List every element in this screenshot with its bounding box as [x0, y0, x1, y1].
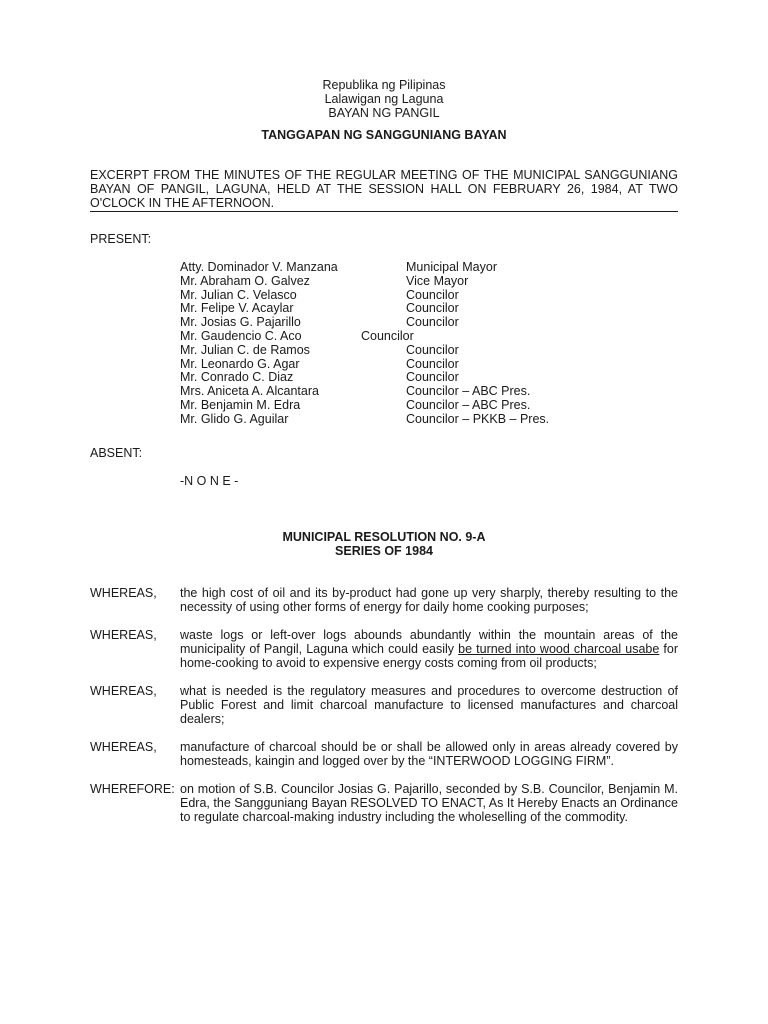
- clause-text: manufacture of charcoal should be or shall be allowed only in areas already covered by homesteads, kaingin and logged over by the “INTERWOOD LOGGING FIRM”.: [180, 739, 678, 768]
- member-title: Councilor: [406, 342, 459, 357]
- member-title: Councilor: [406, 370, 459, 385]
- clause-text: the high cost of oil and its by-product had gone up very sharply, thereby resulting to the necessity of using other forms of energy for daily home cooking purposes;: [180, 585, 678, 614]
- header-municipality: BAYAN NG PANGIL: [328, 106, 440, 120]
- member-row: [180, 329, 678, 343]
- member-name: Mr. Glido G. Aguilar: [180, 411, 289, 426]
- member-name: Mr. Leonardo G. Agar: [180, 356, 300, 371]
- header-province: Lalawigan ng Laguna: [324, 92, 444, 106]
- document-page: [90, 78, 678, 824]
- clause-keyword: WHEREAS,: [90, 627, 157, 642]
- member-title: Councilor: [406, 315, 459, 330]
- clause-text-part: for home-cooking to avoid to expensive energy costs coming from oil products;: [180, 641, 678, 670]
- members-roster: [180, 260, 678, 426]
- header-country: Republika ng Pilipinas: [322, 78, 446, 92]
- clause-text-underlined: be turned into wood charcoal usabe: [458, 641, 660, 656]
- member-name: Mr. Felipe V. Acaylar: [180, 301, 294, 316]
- member-title: Municipal Mayor: [406, 260, 498, 274]
- whereas-clause-3: [90, 684, 678, 726]
- member-row: [180, 260, 678, 274]
- member-name: Mr. Benjamin M. Edra: [180, 397, 301, 412]
- member-row: [180, 384, 678, 398]
- member-title: Councilor: [406, 356, 459, 371]
- member-row: [180, 274, 678, 288]
- member-row: [180, 301, 678, 315]
- member-title: Councilor: [406, 301, 459, 316]
- resolution-heading: [90, 530, 678, 558]
- member-title: Vice Mayor: [406, 273, 469, 288]
- office-title: TANGGAPAN NG SANGGUNIANG BAYAN: [261, 128, 507, 142]
- excerpt-text: EXCERPT FROM THE MINUTES OF THE REGULAR MEETING OF THE MUNICIPAL SANGGUNIANG BAYAN OF PANGIL, LAGUNA, HELD AT THE SESSION HALL ON FEBRUARY 26, 1984, AT TWO O'CLOCK IN THE AFTERNOON.: [90, 168, 678, 210]
- member-name: Mr. Abraham O. Galvez: [180, 273, 310, 288]
- absent-value: -N O N E -: [180, 473, 239, 488]
- member-title: Councilor – PKKB – Pres.: [406, 411, 550, 426]
- whereas-clause-1: [90, 586, 678, 614]
- resolution-number: MUNICIPAL RESOLUTION NO. 9-A: [282, 529, 486, 544]
- clause-keyword: WHEREFORE:: [90, 781, 175, 796]
- member-row: [180, 315, 678, 329]
- present-label: PRESENT:: [90, 232, 152, 246]
- member-row: [180, 412, 678, 426]
- absent-label: ABSENT:: [90, 445, 143, 460]
- clause-text: [180, 628, 678, 670]
- member-name: Mr. Julian C. Velasco: [180, 287, 297, 302]
- whereas-clause-4: [90, 740, 678, 768]
- member-title: Councilor – ABC Pres.: [406, 384, 531, 399]
- wherefore-clause: [90, 782, 678, 824]
- member-name: Mr. Conrado C. Diaz: [180, 370, 294, 385]
- member-row: [180, 343, 678, 357]
- member-name: Mr. Gaudencio C. Aco: [180, 328, 302, 343]
- member-title: Councilor – ABC Pres.: [406, 397, 531, 412]
- member-name: Mr. Josias G. Pajarillo: [180, 315, 301, 330]
- clause-keyword: WHEREAS,: [90, 683, 157, 698]
- clause-keyword: WHEREAS,: [90, 585, 157, 600]
- clause-text-part: waste logs or left-over logs abounds abundantly within the mountain areas of the municipality of Pangil, Laguna which could easily: [180, 627, 678, 656]
- member-title: Councilor: [361, 328, 414, 343]
- member-row: [180, 288, 678, 302]
- clause-text: on motion of S.B. Councilor Josias G. Pajarillo, seconded by S.B. Councilor, Benjamin M. Edra, the Sangguniang Bayan RESOLVED TO ENACT, As It Hereby Enacts an Ordinance to regulate charcoal-making industry including the wholeselling of the commodity.: [180, 781, 678, 824]
- member-name: Mrs. Aniceta A. Alcantara: [180, 384, 319, 399]
- member-row: [180, 398, 678, 412]
- member-title: Councilor: [406, 287, 459, 302]
- clause-keyword: WHEREAS,: [90, 739, 157, 754]
- clause-text: what is needed is the regulatory measures and procedures to overcome destruction of Public Forest and limit charcoal manufacture to licensed manufactures and charcoal dealers;: [180, 683, 678, 726]
- member-row: [180, 357, 678, 371]
- excerpt-paragraph: [90, 168, 678, 212]
- resolution-series: SERIES OF 1984: [335, 543, 433, 558]
- member-name: Mr. Julian C. de Ramos: [180, 342, 310, 357]
- member-row: [180, 370, 678, 384]
- member-name: Atty. Dominador V. Manzana: [180, 260, 338, 274]
- whereas-clause-2: [90, 628, 678, 670]
